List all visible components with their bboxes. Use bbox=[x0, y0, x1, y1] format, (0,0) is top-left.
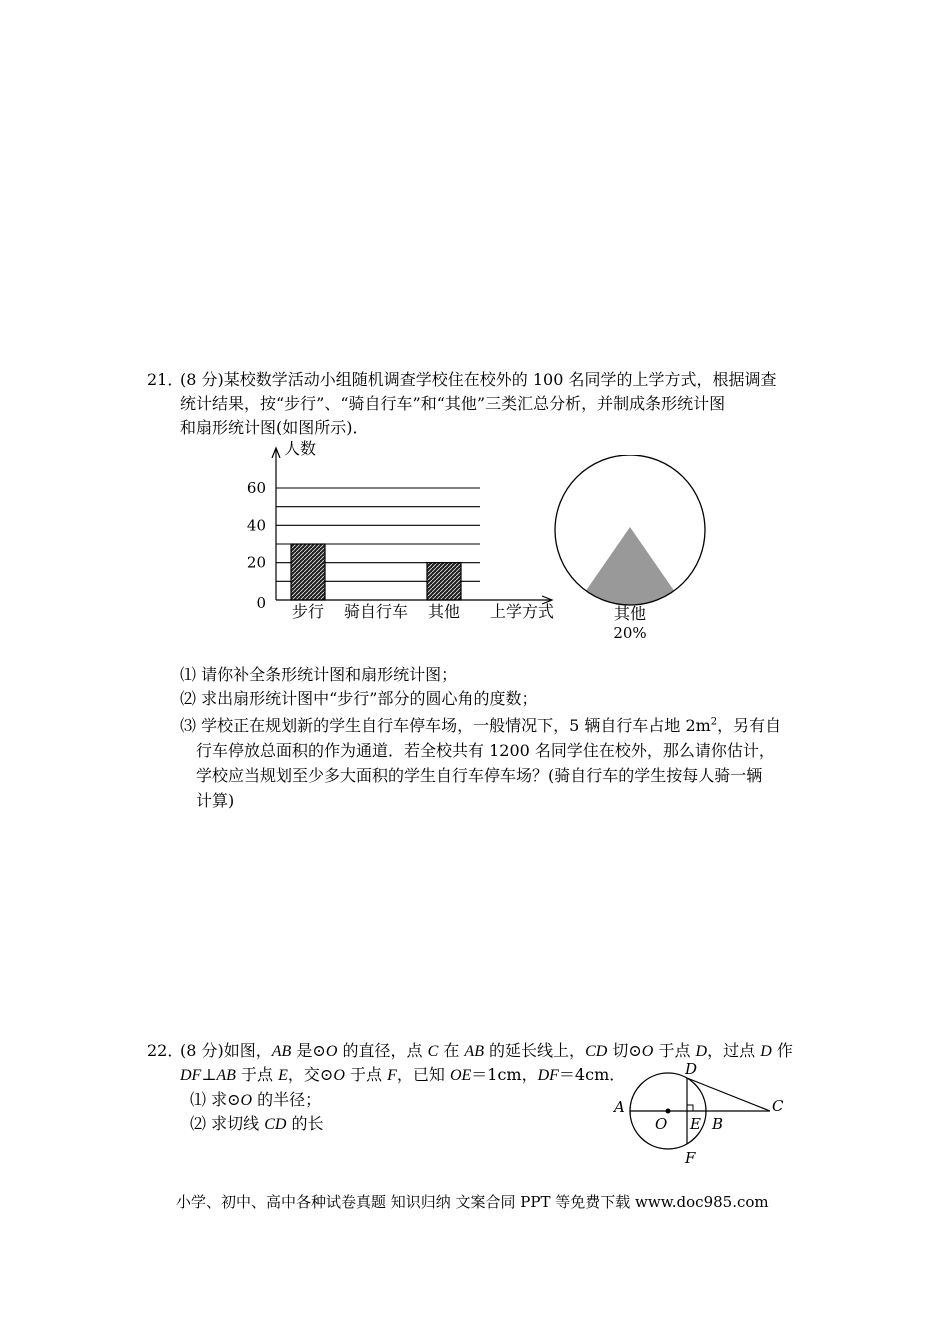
q21-sub3-line1a: ⑶ 学校正在规划新的学生自行车停车场，一般情况下，5 辆自行车占地 2m bbox=[180, 716, 711, 735]
q22-text: ＝1cm， bbox=[471, 1065, 538, 1084]
pie-slice-其他 bbox=[586, 527, 674, 605]
q22-text: 于点 bbox=[653, 1041, 696, 1060]
q22-text: ，已知 bbox=[396, 1065, 450, 1084]
label-o: O bbox=[655, 1115, 668, 1133]
q21-line3: 和扇形统计图(如图所示)． bbox=[180, 418, 369, 437]
x-category-label: 骑自行车 bbox=[343, 602, 409, 621]
q21-sub3-line2: 行车停放总面积的作为通道．若全校共有 1200 名同学住在校外，那么请你估计， bbox=[196, 741, 775, 760]
q22-var: O bbox=[333, 1067, 345, 1084]
q22-text: 作 bbox=[771, 1041, 793, 1060]
q22-var: DF bbox=[180, 1067, 202, 1084]
q22-var: C bbox=[427, 1043, 439, 1060]
q21-sub3-line1 bbox=[180, 715, 781, 737]
q22-var: E bbox=[278, 1067, 288, 1084]
q22-text: ，交⊙ bbox=[287, 1065, 334, 1084]
q22-text: ⑴ 求⊙ bbox=[190, 1090, 241, 1109]
q22-line2 bbox=[180, 1064, 625, 1087]
label-a: A bbox=[614, 1098, 625, 1116]
y-axis-label: 人数 bbox=[284, 439, 317, 458]
q22-text: 的半径； bbox=[252, 1090, 322, 1109]
q22-var: AB bbox=[271, 1043, 292, 1060]
label-c: C bbox=[772, 1097, 784, 1115]
q22-var: CD bbox=[264, 1116, 287, 1133]
q22-text: 于点 bbox=[235, 1065, 279, 1084]
q21-sub1: ⑴ 请你补全条形统计图和扇形统计图； bbox=[180, 665, 458, 684]
q22-var: DF bbox=[537, 1067, 559, 1084]
x-axis-label: 上学方式 bbox=[490, 602, 555, 621]
bar-chart-marks bbox=[247, 439, 554, 621]
q21-line1: (8 分)某校数学活动小组随机调查学校住在校外的 100 名同学的上学方式，根据调查 bbox=[180, 370, 777, 389]
q22-var: CD bbox=[585, 1043, 608, 1060]
q22-text: (8 分)如图， bbox=[180, 1041, 272, 1060]
circle-tangent-figure bbox=[608, 1058, 798, 1168]
q22-var: D bbox=[695, 1043, 708, 1060]
q22-var: O bbox=[240, 1092, 253, 1109]
label-f: F bbox=[685, 1149, 696, 1167]
label-d: D bbox=[685, 1060, 698, 1078]
right-angle-mark bbox=[687, 1105, 693, 1111]
y-tick-label: 20 bbox=[246, 553, 266, 572]
pie-chart-marks bbox=[555, 455, 705, 642]
y-tick-label: 40 bbox=[246, 516, 266, 535]
bar-chart bbox=[240, 436, 570, 626]
pie-slice-value: 20% bbox=[613, 624, 647, 642]
q21-sub3-line3: 学校应当规划至少多大面积的学生自行车停车场？(骑自行车的学生按每人骑一辆 bbox=[196, 766, 763, 785]
q22-var: OE bbox=[449, 1067, 472, 1084]
q22-var: D bbox=[760, 1043, 772, 1060]
tangent-cd bbox=[687, 1078, 770, 1111]
q22-text: 于点 bbox=[344, 1065, 388, 1084]
bar-其他 bbox=[427, 563, 461, 600]
q22-text: 是⊙ bbox=[291, 1041, 326, 1060]
q22-text: 在 bbox=[438, 1041, 465, 1060]
q22-var: AB bbox=[216, 1067, 236, 1084]
q22-var: O bbox=[641, 1043, 654, 1060]
q22-text: ＝4cm． bbox=[558, 1065, 626, 1084]
pie-slice-label: 其他 bbox=[613, 604, 647, 623]
bar-步行 bbox=[291, 544, 325, 600]
q22-text: 的直径，点 bbox=[337, 1041, 428, 1060]
q21-sub2: ⑵ 求出扇形统计图中“步行”部分的圆心角的度数； bbox=[180, 689, 538, 708]
q21-sub3-line1b: ，另有自 bbox=[717, 716, 782, 735]
label-e: E bbox=[690, 1115, 701, 1133]
q22-var: F bbox=[387, 1067, 397, 1084]
footer: 小学、初中、高中各种试卷真题 知识归纳 文案合同 PPT 等免费下载 www.doc985.com bbox=[176, 1193, 769, 1211]
q21-line2: 统计结果，按“步行”、“骑自行车”和“其他”三类汇总分析，并制成条形统计图 bbox=[180, 394, 726, 413]
pie-chart bbox=[548, 455, 718, 645]
q21-sub3-sup: 2 bbox=[710, 716, 718, 728]
q22-sub1 bbox=[190, 1089, 321, 1112]
q22-var: AB bbox=[464, 1043, 484, 1060]
q22-text: 的延长线上， bbox=[483, 1041, 586, 1060]
y-tick-label: 60 bbox=[246, 479, 266, 497]
q22-text: 切⊙ bbox=[607, 1041, 642, 1060]
q22-sub2 bbox=[190, 1113, 324, 1136]
q21-sub3-line4: 计算) bbox=[196, 791, 235, 810]
q22-var: O bbox=[325, 1043, 338, 1060]
q22-text: 的长 bbox=[286, 1114, 324, 1133]
q22-text: ⑵ 求切线 bbox=[190, 1114, 265, 1133]
x-category-label: 其他 bbox=[427, 602, 461, 621]
q22-number: 22． bbox=[147, 1041, 184, 1060]
label-b: B bbox=[712, 1115, 724, 1133]
q22-text: ，过点 bbox=[707, 1041, 761, 1060]
q21-number: 21． bbox=[147, 370, 184, 389]
y-tick-label: 0 bbox=[256, 594, 266, 612]
center-dot bbox=[666, 1109, 671, 1114]
x-category-label: 步行 bbox=[291, 602, 325, 621]
q22-text: ⊥ bbox=[201, 1065, 217, 1084]
